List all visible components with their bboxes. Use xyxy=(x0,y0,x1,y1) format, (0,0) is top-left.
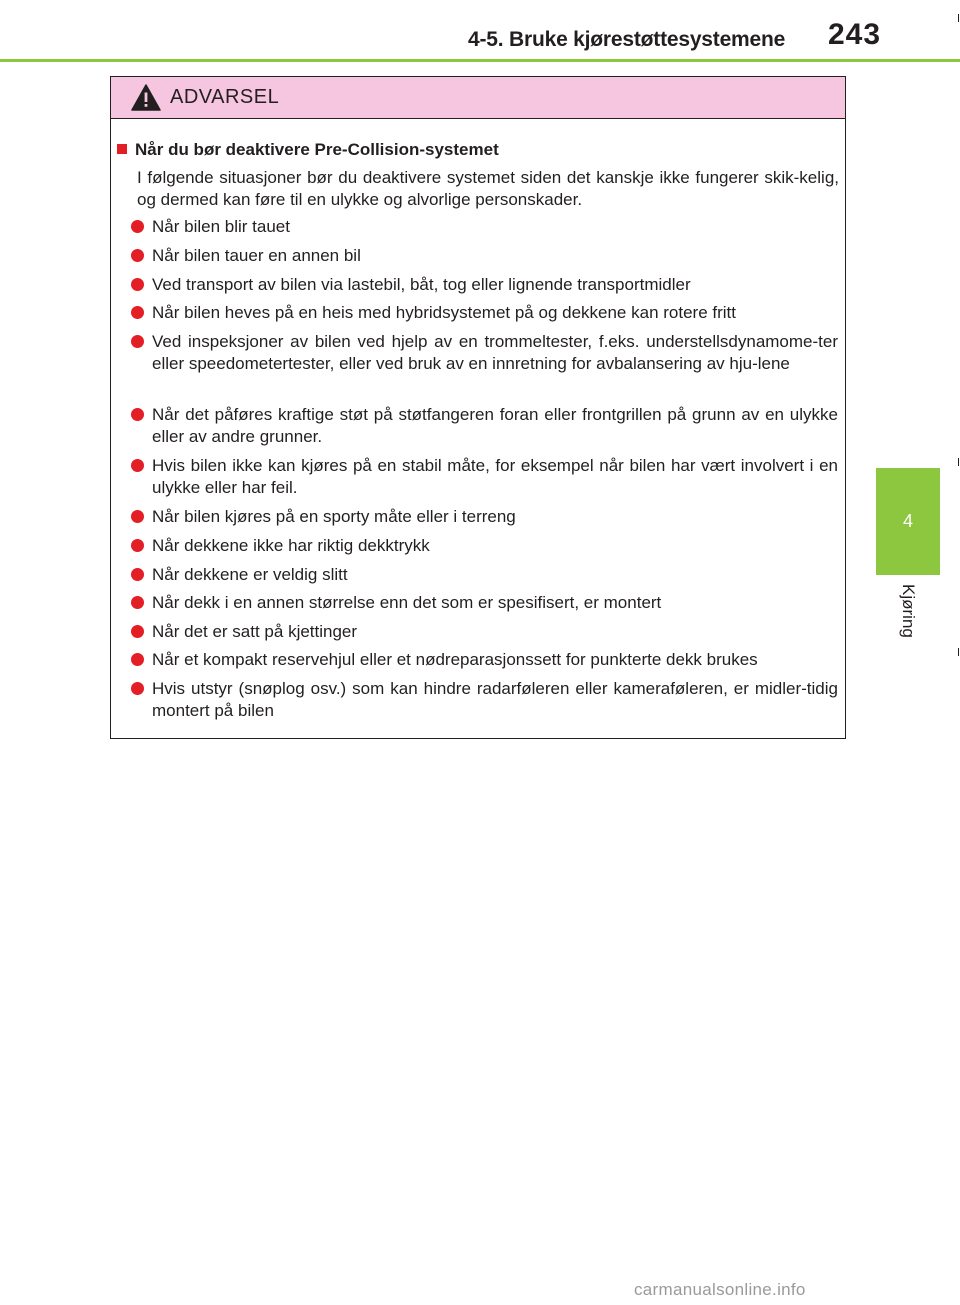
section-heading xyxy=(117,140,499,160)
square-bullet-icon xyxy=(117,144,127,154)
list-item-text: Når bilen blir tauet xyxy=(152,217,290,236)
list-item xyxy=(131,592,841,614)
bullet-dot-icon xyxy=(131,408,144,421)
list-item xyxy=(131,331,841,375)
page-number: 243 xyxy=(828,18,882,51)
list-item xyxy=(131,455,841,499)
crop-mark xyxy=(958,14,959,22)
list-item-text: Når dekkene ikke har riktig dekktrykk xyxy=(152,536,430,555)
list-item xyxy=(131,564,841,586)
warning-triangle-icon xyxy=(131,84,161,111)
list-item xyxy=(131,404,841,448)
list-item-text: Hvis utstyr (snøplog osv.) som kan hindre radarføleren eller kameraføleren, er midler-tidig montert på bilen xyxy=(152,679,838,720)
list-item-text: Når det påføres kraftige støt på støtfangeren foran eller frontgrillen på grunn av en ulykke eller av andre grunner. xyxy=(152,405,838,446)
chapter-tab-number: 4 xyxy=(902,511,913,531)
bullet-dot-icon xyxy=(131,278,144,291)
chapter-tab-label: Kjøring xyxy=(899,584,918,638)
list-item xyxy=(131,649,841,671)
list-item xyxy=(131,245,841,267)
crop-mark xyxy=(958,458,959,466)
list-item-text: Når dekk i en annen størrelse enn det som er spesifisert, er montert xyxy=(152,593,662,612)
bullet-dot-icon xyxy=(131,539,144,552)
bullet-dot-icon xyxy=(131,568,144,581)
warning-header xyxy=(111,77,845,119)
list-item-text: Når dekkene er veldig slitt xyxy=(152,565,348,584)
bullet-dot-icon xyxy=(131,596,144,609)
section-heading-text: Når du bør deaktivere Pre-Collision-systemet xyxy=(135,140,499,159)
list-item xyxy=(131,216,841,238)
list-item-text: Når bilen tauer en annen bil xyxy=(152,246,361,265)
list-item-text: Når bilen heves på en heis med hybridsystemet på og dekkene kan rotere fritt xyxy=(152,303,736,322)
list-item-text: Når et kompakt reservehjul eller et nødreparasjonssett for punkterte dekk brukes xyxy=(152,650,758,669)
intro-paragraph: I følgende situasjoner bør du deaktivere systemet siden det kanskje ikke fungerer skik-kelig, og dermed kan føre til en ulykke og alvorlige personskader. xyxy=(137,168,839,209)
bullet-dot-icon xyxy=(131,220,144,233)
chapter-tab[interactable] xyxy=(876,468,940,575)
bullet-dot-icon xyxy=(131,653,144,666)
chapter-title: 4-5. Bruke kjørestøttesystemene xyxy=(468,28,786,51)
bullet-dot-icon xyxy=(131,306,144,319)
warning-box xyxy=(110,76,846,739)
warning-title: ADVARSEL xyxy=(170,86,280,108)
list-item xyxy=(131,274,841,296)
bullet-dot-icon xyxy=(131,510,144,523)
watermark: carmanualsonline.info xyxy=(634,1280,806,1299)
bullet-dot-icon xyxy=(131,249,144,262)
bullet-dot-icon xyxy=(131,682,144,695)
bullet-dot-icon xyxy=(131,459,144,472)
list-item-text: Ved inspeksjoner av bilen ved hjelp av en trommeltester, f.eks. understellsdynamome-ter eller speedometertester, eller ved bruk av en innretning for avbalansering av hju-lene xyxy=(152,332,838,373)
bullet-dot-icon xyxy=(131,335,144,348)
list-item xyxy=(131,678,841,722)
list-item xyxy=(131,302,841,324)
list-item-text: Hvis bilen ikke kan kjøres på en stabil måte, for eksempel når bilen har vært involvert i en ulykke eller har feil. xyxy=(152,456,838,497)
header-rule xyxy=(0,59,960,62)
crop-mark xyxy=(958,648,959,656)
list-item-text: Når det er satt på kjettinger xyxy=(152,622,358,641)
list-item xyxy=(131,535,841,557)
list-item xyxy=(131,621,841,643)
list-item-text: Når bilen kjøres på en sporty måte eller i terreng xyxy=(152,507,516,526)
list-item xyxy=(131,506,841,528)
bullet-dot-icon xyxy=(131,625,144,638)
list-item-text: Ved transport av bilen via lastebil, båt, tog eller lignende transportmidler xyxy=(152,275,691,294)
